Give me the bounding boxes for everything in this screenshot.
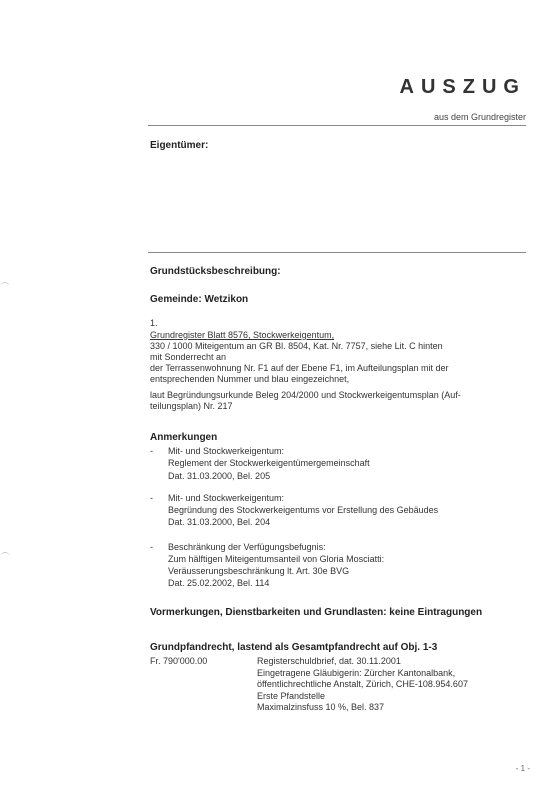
servitudes-heading: Vormerkungen, Dienstbarkeiten und Grundlasten: keine Eintragungen [150, 607, 483, 618]
mortgage-line: Registerschuldbrief, dat. 30.11.2001 [257, 656, 401, 666]
document-title: AUSZUG [399, 76, 526, 98]
header-divider [148, 125, 526, 126]
owner-label: Eigentümer: [150, 140, 209, 151]
margin-mark [0, 552, 10, 565]
remark-line: Veräusserungsbeschränkung lt. Art. 30e BVG [168, 566, 350, 576]
description-line: entsprechenden Nummer und blau eingezeichnet, [150, 374, 350, 384]
mortgage-line: Maximalzinsfuss 10 %, Bel. 837 [257, 702, 385, 712]
description-line: teilungsplan) Nr. 217 [150, 401, 233, 411]
mortgage-line: Erste Pfandstelle [257, 691, 326, 701]
remark-dash: - [150, 446, 153, 456]
mortgage-line: Eingetragene Gläubigerin: Zürcher Kantonalbank, [257, 668, 456, 678]
margin-mark [0, 282, 10, 295]
description-line: der Terrassenwohnung Nr. F1 auf der Ebene F1, im Aufteilungsplan mit der [150, 363, 449, 373]
mortgage-amount: Fr. 790'000.00 [150, 656, 208, 666]
description-line: laut Begründungsurkunde Beleg 204/2000 und Stockwerkeigentumsplan (Auf- [150, 390, 461, 400]
mortgage-heading: Grundpfandrecht, lastend als Gesamtpfandrecht auf Obj. 1-3 [150, 642, 438, 653]
page-number: - 1 - [515, 764, 530, 773]
remark-title: Mit- und Stockwerkeigentum: [168, 446, 285, 456]
municipality-label: Gemeinde: Wetzikon [150, 294, 249, 305]
owner-divider [148, 252, 526, 253]
description-heading: Grundstücksbeschreibung: [150, 266, 281, 277]
remark-line: Begründung des Stockwerkeigentums vor Erstellung des Gebäudes [168, 505, 439, 515]
remark-line: Reglement der Stockwerkeigentümergemeinschaft [168, 458, 370, 468]
remarks-heading: Anmerkungen [150, 432, 218, 443]
remark-date: Dat. 31.03.2000, Bel. 205 [168, 471, 271, 481]
remark-line: Zum hälftigen Miteigentumsanteil von Gloria Mosciatti: [168, 554, 385, 564]
description-line: 330 / 1000 Miteigentum an GR Bl. 8504, Kat. Nr. 7757, siehe Lit. C hinten [150, 341, 443, 351]
remark-title: Mit- und Stockwerkeigentum: [168, 493, 285, 503]
remark-date: Dat. 25.02.2002, Bel. 114 [168, 578, 270, 588]
item-number: 1. [150, 318, 158, 328]
remark-dash: - [150, 542, 153, 552]
document-subtitle: aus dem Grundregister [433, 112, 526, 122]
item-title: Grundregister Blatt 8576, Stockwerkeigentum, [150, 330, 335, 340]
remark-dash: - [150, 493, 153, 503]
remark-date: Dat. 31.03.2000, Bel. 204 [168, 517, 271, 527]
remark-title: Beschränkung der Verfügungsbefugnis: [168, 542, 326, 552]
mortgage-line: öffentlichrechtliche Anstalt, Zürich, CHE-108.954.607 [257, 679, 468, 689]
description-line: mit Sonderrecht an [150, 352, 227, 362]
